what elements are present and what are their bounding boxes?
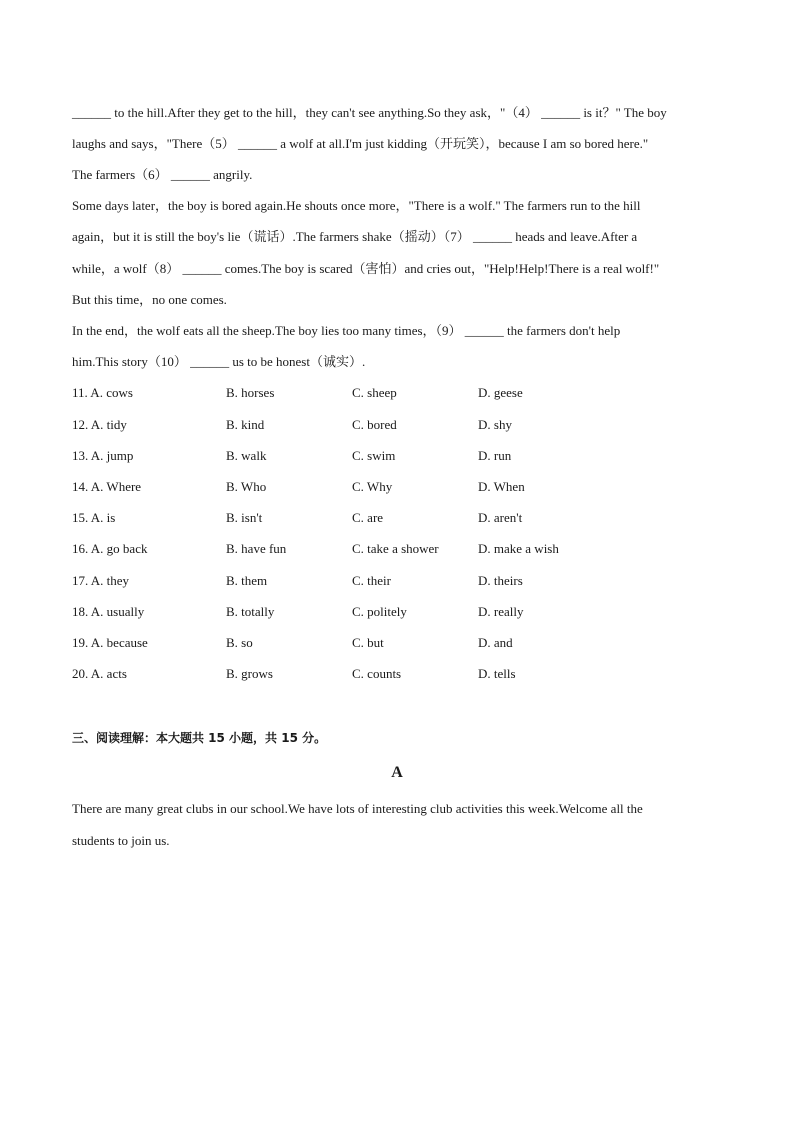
option-d: D. tells <box>478 666 516 681</box>
option-b: B. grows <box>226 666 273 681</box>
question-number-option-a: 13. A. jump <box>72 448 134 463</box>
option-b: B. kind <box>226 417 265 432</box>
option-b: B. have fun <box>226 541 287 556</box>
option-b: B. isn't <box>226 510 263 525</box>
question-row <box>72 479 722 495</box>
option-c: C. Why <box>352 479 393 494</box>
option-d: D. geese <box>478 385 523 400</box>
passage-line: again，but it is still the boy's lie（谎话）.The farmers shake（摇动）（7） ______ heads and leave.After a <box>72 229 638 244</box>
passage-line: while，a wolf（8） ______ comes.The boy is scared（害怕）and cries out，"Help!Help!There is a real wolf!" <box>72 261 660 276</box>
option-d: D. make a wish <box>478 541 559 556</box>
question-row <box>72 604 722 620</box>
option-d: D. really <box>478 604 524 619</box>
option-c: C. politely <box>352 604 407 619</box>
option-d: D. aren't <box>478 510 523 525</box>
question-number-option-a: 18. A. usually <box>72 604 145 619</box>
question-row <box>72 448 722 464</box>
option-c: C. their <box>352 573 391 588</box>
passage-line: But this time，no one comes. <box>72 292 227 307</box>
option-c: C. counts <box>352 666 402 681</box>
reading-line: There are many great clubs in our school.We have lots of interesting club activities this week.Welcome all the <box>72 801 643 816</box>
question-row <box>72 385 722 401</box>
section-heading: 三、阅读理解：本大题共 15 小题，共 15 分。 <box>72 731 327 745</box>
option-d: D. and <box>478 635 513 650</box>
option-c: C. take a shower <box>352 541 439 556</box>
passage-line: Some days later，the boy is bored again.He shouts once more，"There is a wolf." The farmers run to the hill <box>72 198 641 213</box>
question-row <box>72 635 722 651</box>
passage-label: A <box>391 764 403 781</box>
question-number-option-a: 16. A. go back <box>72 541 148 556</box>
passage-line: ______ to the hill.After they get to the hill，they can't see anything.So they ask，"（4） ______ is it？" The boy <box>72 105 667 120</box>
option-b: B. so <box>226 635 253 650</box>
option-b: B. totally <box>226 604 275 619</box>
option-b: B. walk <box>226 448 267 463</box>
question-row <box>72 573 722 589</box>
option-d: D. shy <box>478 417 512 432</box>
question-row <box>72 541 722 557</box>
option-c: C. sheep <box>352 385 397 400</box>
option-d: D. When <box>478 479 525 494</box>
question-row <box>72 666 722 682</box>
option-c: C. are <box>352 510 384 525</box>
option-b: B. Who <box>226 479 267 494</box>
option-d: D. theirs <box>478 573 523 588</box>
question-number-option-a: 20. A. acts <box>72 666 127 681</box>
option-b: B. them <box>226 573 268 588</box>
reading-line: students to join us. <box>72 833 170 848</box>
question-row <box>72 417 722 433</box>
passage-line: In the end，the wolf eats all the sheep.The boy lies too many times，（9） ______ the farmers don't help <box>72 323 621 338</box>
question-number-option-a: 15. A. is <box>72 510 116 525</box>
option-c: C. swim <box>352 448 396 463</box>
question-row <box>72 510 722 526</box>
option-c: C. bored <box>352 417 397 432</box>
question-number-option-a: 19. A. because <box>72 635 148 650</box>
question-number-option-a: 11. A. cows <box>72 385 133 400</box>
passage-line: laughs and says，"There（5） ______ a wolf at all.I'm just kidding（开玩笑），because I am so bored here." <box>72 136 649 151</box>
passage-line: him.This story（10） ______ us to be honest（诚实）. <box>72 354 366 369</box>
option-c: C. but <box>352 635 384 650</box>
question-number-option-a: 12. A. tidy <box>72 417 127 432</box>
option-d: D. run <box>478 448 512 463</box>
option-b: B. horses <box>226 385 275 400</box>
passage-line: The farmers（6） ______ angrily. <box>72 167 253 182</box>
question-number-option-a: 17. A. they <box>72 573 130 588</box>
question-number-option-a: 14. A. Where <box>72 479 142 494</box>
